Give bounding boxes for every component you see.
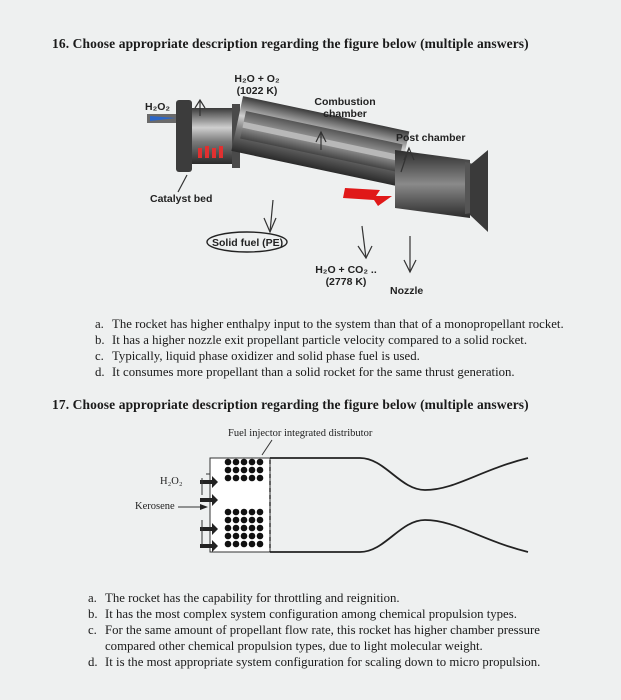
injector-hole bbox=[225, 517, 232, 524]
label-bottom-products bbox=[312, 264, 380, 288]
injector-hole bbox=[257, 533, 264, 540]
post-chamber bbox=[395, 150, 470, 218]
label-post-chamber: Post chamber bbox=[396, 132, 466, 144]
injector-hole bbox=[225, 533, 232, 540]
label-solid-fuel: Solid fuel (PE) bbox=[212, 237, 284, 249]
option-text: Typically, liquid phase oxidizer and solid phase fuel is used. bbox=[112, 349, 420, 363]
injector-hole bbox=[225, 467, 232, 474]
option-text: It consumes more propellant than a solid rocket for the same thrust generation. bbox=[112, 365, 515, 379]
injector-hole bbox=[241, 541, 248, 548]
option-letter: a. bbox=[95, 317, 104, 331]
injector-hole bbox=[233, 459, 240, 466]
injector-hole bbox=[249, 517, 256, 524]
kerosene-arrow-icon bbox=[200, 504, 208, 510]
question-17-title: 17. Choose appropriate description regarding the figure below (multiple answers) bbox=[52, 397, 529, 412]
label-top-products bbox=[222, 73, 292, 97]
label-combustion-line2: chamber bbox=[323, 108, 367, 120]
injector-hole bbox=[241, 509, 248, 516]
label-combustion-line1: Combustion bbox=[314, 96, 376, 108]
label-catalyst-bed: Catalyst bed bbox=[150, 193, 213, 205]
question-16-title: 16. Choose appropriate description regarding the figure below (multiple answers) bbox=[52, 36, 529, 51]
injector-hole bbox=[233, 533, 240, 540]
injector-hole bbox=[241, 525, 248, 532]
injector-hole bbox=[257, 459, 264, 466]
injector-hole bbox=[257, 475, 264, 482]
option-text: It is the most appropriate system configuration for scaling down to micro propulsion. bbox=[105, 655, 541, 669]
question-17-options bbox=[88, 590, 568, 670]
injector-hole bbox=[249, 525, 256, 532]
injector-hole bbox=[233, 475, 240, 482]
option-letter: b. bbox=[88, 607, 98, 621]
label-combustion-chamber bbox=[305, 96, 385, 120]
injector-hole bbox=[225, 541, 232, 548]
option-item bbox=[95, 348, 564, 364]
label-nozzle: Nozzle bbox=[390, 285, 424, 297]
injector-hole bbox=[249, 467, 256, 474]
injector-hole bbox=[249, 509, 256, 516]
option-text: The rocket has the capability for throttling and reignition. bbox=[105, 591, 400, 605]
option-letter: d. bbox=[88, 655, 98, 669]
injector-hole bbox=[225, 475, 232, 482]
label-bottom-products-temp: (2778 K) bbox=[325, 276, 367, 288]
injector-hole bbox=[241, 517, 248, 524]
option-text: It has a higher nozzle exit propellant particle velocity compared to a solid rocket. bbox=[112, 333, 528, 347]
label-injector: Fuel injector integrated distributor bbox=[228, 428, 373, 439]
option-text: For the same amount of propellant flow rate, this rocket has higher chamber pressure compared other chemical propulsion types, due to light molecular weight. bbox=[105, 623, 540, 653]
option-letter: b. bbox=[95, 333, 105, 347]
label-top-products-temp: (1022 K) bbox=[236, 85, 278, 97]
injector-hole bbox=[225, 509, 232, 516]
option-letter: a. bbox=[88, 591, 97, 605]
option-item bbox=[88, 654, 568, 670]
option-letter: c. bbox=[88, 623, 97, 637]
injector-hole bbox=[241, 475, 248, 482]
injector-hole bbox=[233, 541, 240, 548]
option-letter: d. bbox=[95, 365, 105, 379]
option-item bbox=[88, 590, 568, 606]
injector-hole bbox=[233, 525, 240, 532]
option-item bbox=[95, 316, 564, 332]
label-top-products-formula: H₂O + O₂ bbox=[234, 73, 280, 85]
injector-hole bbox=[233, 517, 240, 524]
injector-leader bbox=[262, 440, 272, 455]
injector-hole bbox=[249, 533, 256, 540]
option-text: The rocket has higher enthalpy input to the system than that of a monopropellant rocket. bbox=[112, 317, 564, 331]
injector-hole bbox=[249, 459, 256, 466]
injector-hole bbox=[233, 467, 240, 474]
option-letter: c. bbox=[95, 349, 104, 363]
option-item bbox=[88, 606, 568, 622]
injector-hole bbox=[257, 525, 264, 532]
label-h2o2-inlet: H₂O₂ bbox=[145, 101, 171, 113]
option-text: It has the most complex system configuration among chemical propulsion types. bbox=[105, 607, 517, 621]
question-16-options bbox=[95, 316, 564, 380]
injector-hole bbox=[257, 517, 264, 524]
injector-hole bbox=[241, 459, 248, 466]
injector-hole bbox=[225, 525, 232, 532]
injector-hole bbox=[241, 467, 248, 474]
flow-arrow-icon bbox=[343, 188, 392, 206]
injector-hole bbox=[249, 475, 256, 482]
injector-hole bbox=[241, 533, 248, 540]
chamber-wall-top bbox=[270, 458, 528, 490]
option-item bbox=[95, 364, 564, 380]
injector-hole bbox=[225, 459, 232, 466]
head-flange bbox=[176, 100, 192, 172]
option-item bbox=[88, 622, 568, 654]
label-kerosene-feed: Kerosene bbox=[135, 501, 175, 512]
biprop-engine-figure bbox=[178, 440, 528, 552]
injector-hole bbox=[257, 467, 264, 474]
option-item bbox=[95, 332, 564, 348]
injector-hole bbox=[257, 541, 264, 548]
injector-hole bbox=[257, 509, 264, 516]
label-bottom-products-formula: H₂O + CO₂ .. bbox=[315, 264, 377, 276]
injector-hole bbox=[233, 509, 240, 516]
injector-hole bbox=[249, 541, 256, 548]
chamber-wall-bottom bbox=[270, 520, 528, 552]
label-h2o2-feed: H₂O₂ bbox=[160, 476, 183, 487]
